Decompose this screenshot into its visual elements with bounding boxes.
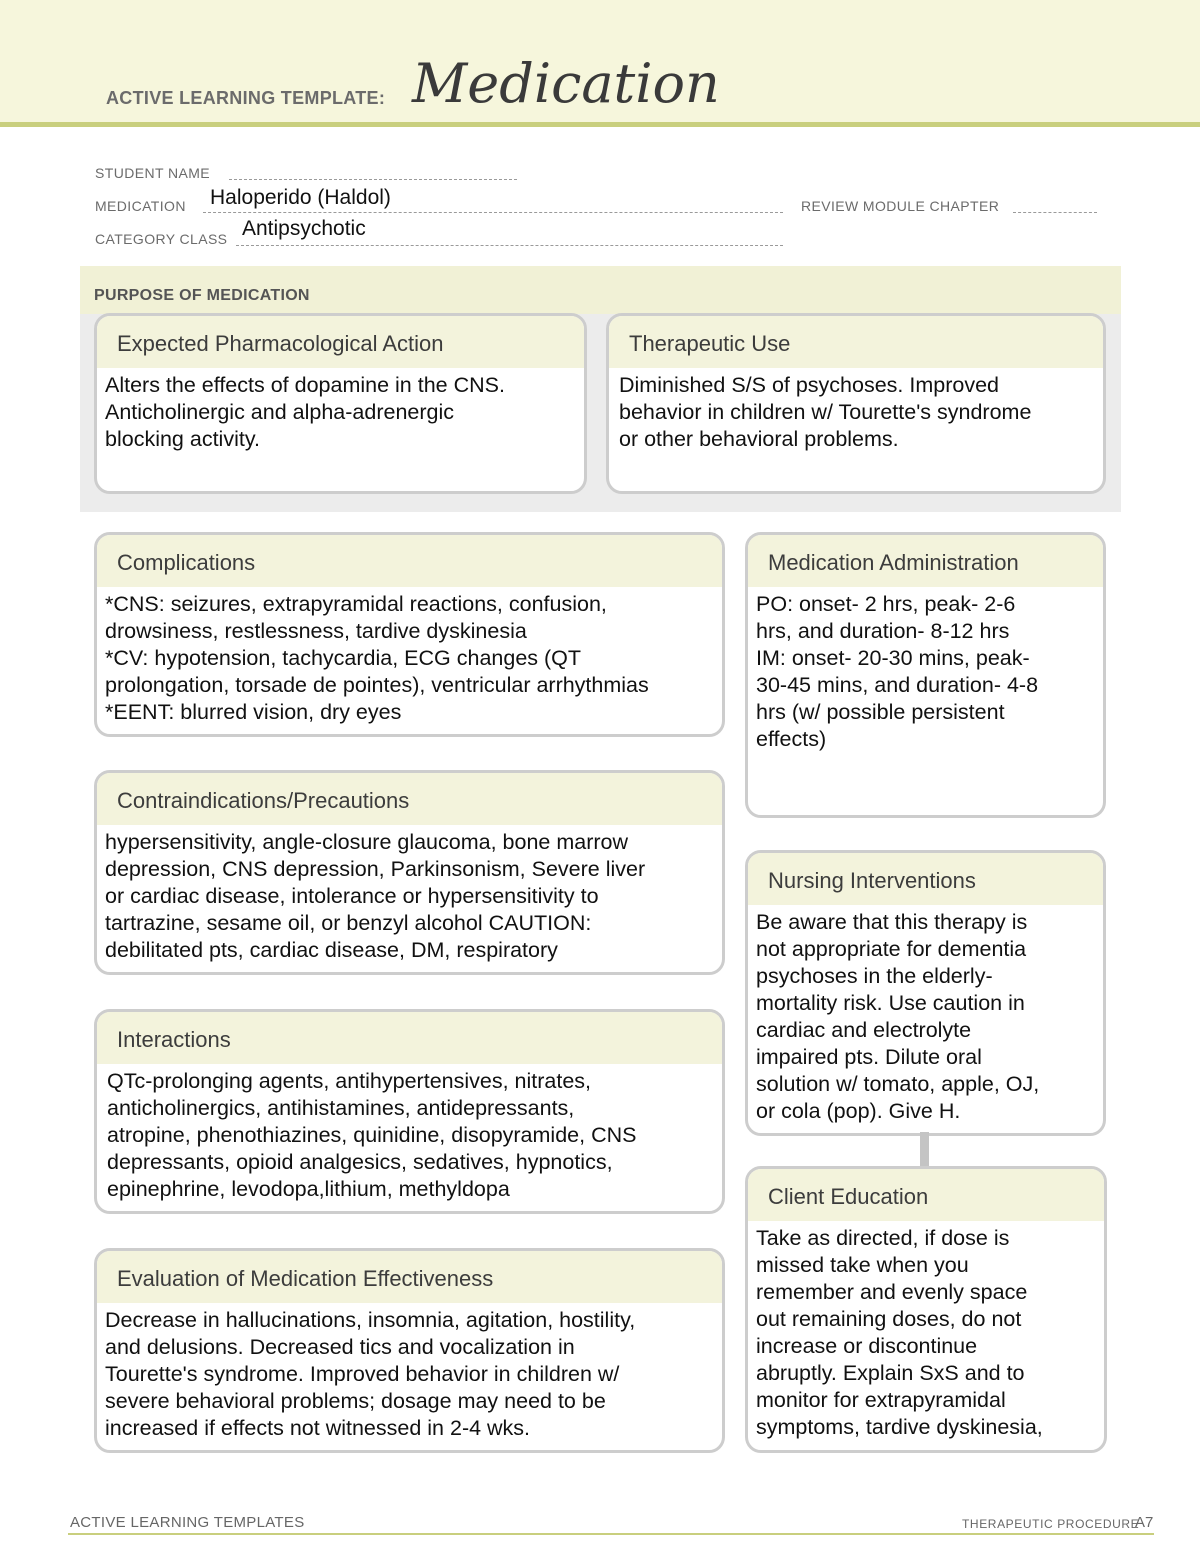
medication-administration-card: [745, 532, 1106, 818]
nursing-interventions-card: [745, 850, 1106, 1136]
therapeutic-use-body[interactable]: Diminished S/S of psychoses. Improved behavior in children w/ Tourette's syndrome or other behavioral problems.: [619, 373, 1032, 451]
nursing-interventions-title: Nursing Interventions: [748, 853, 1103, 905]
contraindications-card: [94, 770, 725, 975]
review-module-field[interactable]: [1013, 211, 1097, 213]
evaluation-card: [94, 1248, 725, 1453]
complications-title: Complications: [97, 535, 722, 587]
category-class-value: Antipsychotic: [242, 217, 366, 240]
expected-action-card: [94, 313, 587, 494]
footer-right-label: THERAPEUTIC PROCEDURE: [962, 1517, 1140, 1531]
expected-action-title: Expected Pharmacological Action: [97, 316, 584, 368]
contraindications-title: Contraindications/Precautions: [97, 773, 722, 825]
header-rule: [0, 122, 1200, 127]
page-title: Medication: [412, 52, 720, 115]
evaluation-body[interactable]: Decrease in hallucinations, insomnia, agitation, hostility, and delusions. Decreased tics and vocalization in Tourette's syndrome. Improved behavior in children w/ severe behavioral problems; dosage may need to be increased if effects not witnessed in 2-4 wks.: [105, 1308, 636, 1440]
medication-value: Haloperido (Haldol): [210, 186, 391, 209]
nursing-interventions-body[interactable]: Be aware that this therapy is not appropriate for dementia psychoses in the elderly- mortality risk. Use caution in cardiac and electrolyte impaired pts. Dilute oral solution w/ tomato, apple, OJ, or cola (pop). Give H.: [756, 910, 1040, 1123]
client-education-title: Client Education: [748, 1169, 1104, 1221]
client-education-card: [745, 1166, 1107, 1453]
contraindications-body[interactable]: hypersensitivity, angle-closure glaucoma, bone marrow depression, CNS depression, Parkinsonism, Severe liver or cardiac disease, intolerance or hypersensitivity to tartrazine, sesame oil, or benzyl alcohol CAUTION: debilitated pts, cardiac disease, DM, respiratory: [105, 830, 646, 962]
category-class-field[interactable]: [236, 244, 783, 246]
complications-card: [94, 532, 725, 737]
medication-field[interactable]: [203, 211, 783, 213]
interactions-card: [94, 1009, 725, 1214]
student-name-label: STUDENT NAME: [95, 165, 210, 181]
therapeutic-use-card: [606, 313, 1106, 494]
footer-left-label: ACTIVE LEARNING TEMPLATES: [70, 1514, 305, 1531]
footer-rule: [68, 1533, 1154, 1535]
interactions-body[interactable]: QTc-prolonging agents, antihypertensives, nitrates, anticholinergics, antihistamines, antidepressants, atropine, phenothiazines, quinidine, disopyramide, CNS depressants, opioid analgesics, sedatives, hypnotics, epinephrine, levodopa,lithium, methyldopa: [107, 1069, 637, 1201]
medication-administration-body[interactable]: PO: onset- 2 hrs, peak- 2-6 hrs, and duration- 8-12 hrs IM: onset- 20-30 mins, peak- 30-45 mins, and duration- 4-8 hrs (w/ possible persistent effects): [756, 592, 1039, 751]
complications-body[interactable]: *CNS: seizures, extrapyramidal reactions, confusion, drowsiness, restlessness, tardive dyskinesia *CV: hypotension, tachycardia, ECG changes (QT prolongation, torsade de pointes), ventricular arrhythmias *EENT: blurred vision, dry eyes: [105, 592, 649, 724]
interactions-title: Interactions: [97, 1012, 722, 1064]
student-name-field[interactable]: [229, 178, 517, 180]
template-label: ACTIVE LEARNING TEMPLATE:: [106, 88, 386, 108]
connector-line: [920, 1132, 929, 1168]
page-number: A7: [1135, 1514, 1154, 1531]
expected-action-body[interactable]: Alters the effects of dopamine in the CNS. Anticholinergic and alpha-adrenergic blocking activity.: [105, 373, 505, 451]
category-class-label: CATEGORY CLASS: [95, 231, 228, 247]
purpose-label: PURPOSE OF MEDICATION: [94, 287, 310, 304]
therapeutic-use-title: Therapeutic Use: [609, 316, 1103, 368]
review-module-label: REVIEW MODULE CHAPTER: [801, 198, 1000, 214]
medication-label: MEDICATION: [95, 198, 186, 214]
evaluation-title: Evaluation of Medication Effectiveness: [97, 1251, 722, 1303]
client-education-body[interactable]: Take as directed, if dose is missed take when you remember and evenly space out remaining doses, do not increase or discontinue abruptly. Explain SxS and to monitor for extrapyramidal symptoms, tardive dyskinesia,: [756, 1226, 1043, 1439]
medication-administration-title: Medication Administration: [748, 535, 1103, 587]
